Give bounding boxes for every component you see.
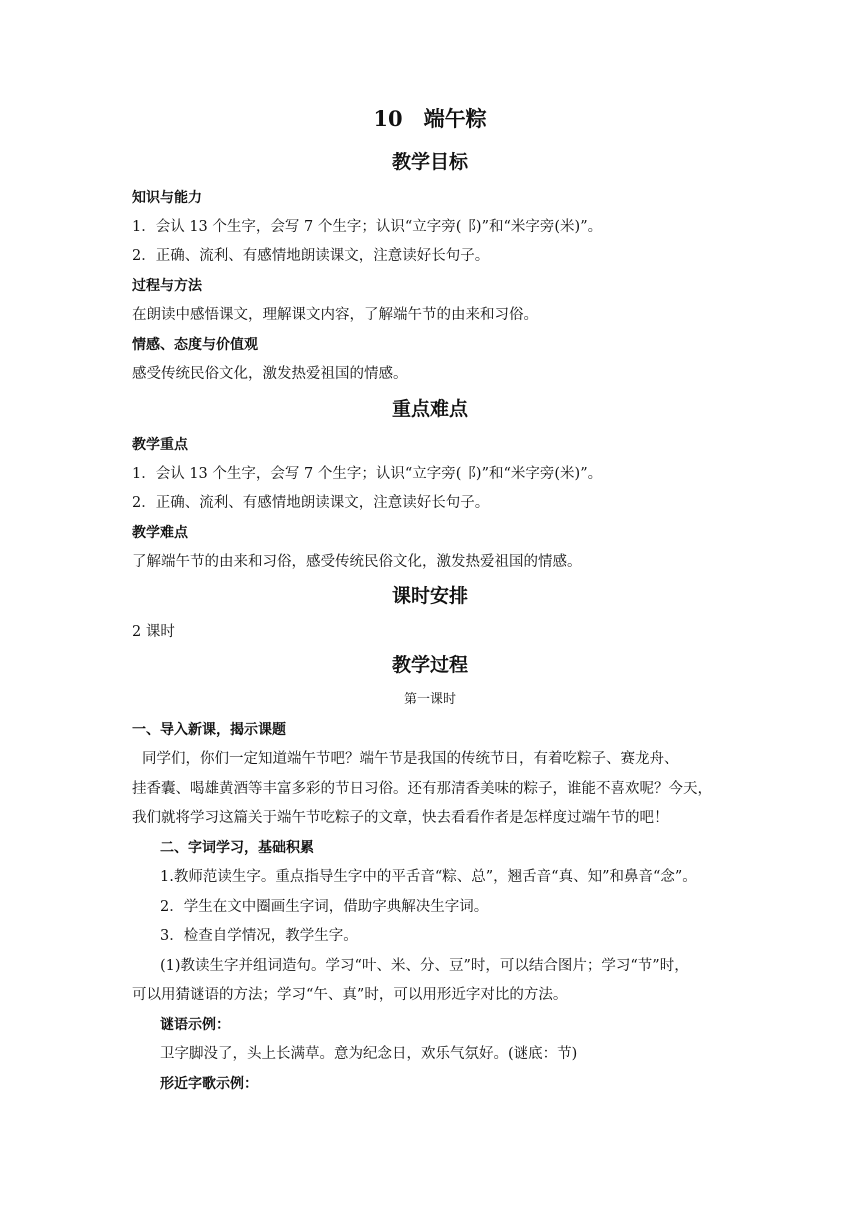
step-2-line-1: 1.教师范读生字。重点指导生字中的平舌音“粽、总”，翘舌音“真、知”和鼻音“念”。	[160, 869, 697, 885]
subheading-difficult-points: 教学难点	[132, 525, 188, 541]
difficult-line-1: 了解端午节的由来和习俗，感受传统民俗文化，激发热爱祖国的情感。	[132, 554, 582, 570]
objective-line-2: 2．正确、流利、有感情地朗读课文，注意读好长句子。	[132, 248, 490, 264]
section-heading-schedule: 课时安排	[391, 585, 468, 607]
subheading-process-method: 过程与方法	[132, 278, 202, 294]
step-1-text-line-2: 挂香囊、喝雄黄酒等丰富多彩的节日习俗。还有那清香美味的粽子，谁能不喜欢呢？今天，	[132, 781, 712, 797]
step-1-heading: 一、导入新课，揭示课题	[132, 722, 286, 738]
section-heading-process: 教学过程	[391, 654, 468, 676]
objective-line-1: 1．会认 13 个生字，会写 7 个生字；认识“立字旁(⻏)”和“米字旁(米)”。	[132, 219, 603, 235]
step-2-line-2: 2．学生在文中圈画生字词，借助字典解决生字词。	[160, 899, 489, 915]
step-1-text-line-1: 同学们，你们一定知道端午节吧？端午节是我国的传统节日，有着吃粽子、赛龙舟、	[142, 751, 679, 767]
step-2-line-3: 3．检查自学情况，教学生字。	[160, 928, 358, 944]
riddle-example-text: 卫字脚没了，头上长满草。意为纪念日，欢乐气氛好。(谜底：节)	[160, 1046, 578, 1062]
subheading-knowledge-ability: 知识与能力	[132, 190, 202, 206]
shape-similar-rhyme-heading: 形近字歌示例：	[160, 1076, 258, 1092]
lesson-title: 10 端午粽	[373, 106, 487, 131]
step-2-heading: 二、字词学习，基础积累	[160, 840, 314, 856]
step-2-line-5: 可以用猜谜语的方法；学习“午、真”时，可以用形近字对比的方法。	[132, 987, 568, 1003]
section-heading-key-difficult: 重点难点	[391, 398, 468, 420]
objective-line-4: 感受传统民俗文化，激发热爱祖国的情感。	[132, 366, 408, 382]
lesson-period-label: 第一课时	[403, 692, 456, 707]
section-heading-objectives: 教学目标	[391, 151, 468, 173]
subheading-key-points: 教学重点	[132, 437, 188, 453]
step-1-text-line-3: 我们就将学习这篇关于端午节吃粽子的文章，快去看看作者是怎样度过端午节的吧！	[132, 810, 669, 826]
objective-line-3: 在朗读中感悟课文，理解课文内容，了解端午节的由来和习俗。	[132, 307, 538, 323]
subheading-emotion-attitude: 情感、态度与价值观	[132, 337, 258, 353]
key-line-1: 1．会认 13 个生字，会写 7 个生字；认识“立字旁(⻏)”和“米字旁(米)”。	[132, 466, 603, 482]
key-line-2: 2．正确、流利、有感情地朗读课文，注意读好长句子。	[132, 495, 490, 511]
step-2-line-4: (1)教读生字并组词造句。学习“叶、米、分、豆”时，可以结合图片；学习“节”时，	[160, 958, 689, 974]
riddle-example-heading: 谜语示例：	[160, 1017, 230, 1033]
schedule-line: 2 课时	[132, 624, 175, 640]
